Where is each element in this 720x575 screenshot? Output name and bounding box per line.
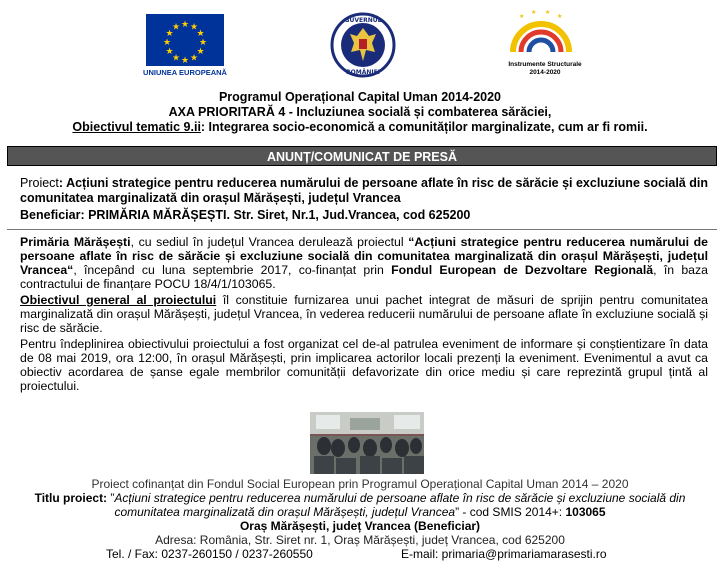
footer-smis: 103065 [565, 505, 606, 519]
footer-beneficiary: Oraș Mărășești, județ Vrancea (Beneficiar) [239, 519, 481, 533]
footer-cofinanced: Proiect cofinanțat din Fondul Social European prin Programul Operațional Capital Uman 2014 – 2020 [91, 477, 629, 491]
body-p1-text2: , începând cu luna septembrie 2017, co-finanțat prin [73, 263, 392, 277]
body-p2-bold: Obiectivul general al proiectului [20, 293, 217, 307]
body-paragraph-3: Pentru îndeplinirea obiectivului proiectului a fost organizat cel de-al patrulea eveniment de informare și conștientizare în data de 08 mai 2019, ora 12:00, în orașul Mărășești, prin implicarea actorilor locali prezenți la eveniment. Evenimentul a avut ca obiectiv acordarea de șanse egale membrilor comunității defavorizate din orice mediu și care reprezintă grupul țintă al proiectului. [20, 337, 708, 393]
footer-email[interactable]: E-mail: primaria@primariamarasesti.ro [401, 547, 607, 561]
program-objective-text: : Integrarea socio-economică a comunităților marginalizate, cum ar fi romii. [200, 120, 648, 134]
svg-text:★: ★ [196, 29, 205, 39]
program-header [10, 90, 710, 135]
press-body [20, 235, 708, 395]
svg-text:★: ★ [180, 20, 190, 30]
svg-text:★: ★ [189, 22, 199, 33]
svg-text:★: ★ [171, 22, 181, 33]
press-release-banner: ANUNȚ/COMUNICAT DE PRESĂ [7, 146, 717, 166]
footer-phone: Tel. / Fax: 0237-260150 / 0237-260550 [106, 547, 313, 561]
is-caption-line1: Instrumente Structurale [508, 61, 582, 68]
body-p1-bold2: “Acțiuni strategice pentru reducerea numărului de persoane aflate în risc de sărăcie și excluziune socială din comunitatea marginalizată din orașul Mărășești, județul Vrancea“ [20, 235, 708, 277]
project-title-text: : Acțiuni strategice pentru reducerea numărului de persoane aflate în risc de sărăcie și excluziune socială din comunitatea marginalizată din orașul Mărășești, județul Vrancea [20, 176, 708, 205]
svg-text:★: ★ [180, 56, 190, 66]
project-beneficiary: Beneficiar: PRIMĂRIA MĂRĂȘEȘTI. Str. Siret, Nr.1, Jud.Vrancea, cod 625200 [20, 208, 471, 222]
is-caption-line2: 2014-2020 [529, 69, 561, 76]
footer-title-quote-open: ” [107, 491, 115, 505]
footer [6, 477, 714, 561]
program-line3 [10, 120, 710, 135]
svg-text:★: ★ [165, 47, 174, 57]
eu-flag-icon [146, 14, 224, 66]
svg-text:★: ★ [519, 13, 525, 20]
body-p2-text: îl constituie furnizarea unui pachet integrat de măsuri de sprijin pentru comunitatea marginalizată din orașul Mărășești, județul Vrancea, în vederea reducerii numărului de persoane aflate în excluziune socială și risc de sărăcie. [20, 293, 708, 335]
body-p1-text3: , în baza contractului de finanțare POCU 18/4/1/103065. [20, 263, 708, 291]
footer-project-title [6, 491, 714, 519]
body-p1-bold3: Fondul European de Dezvoltare Regională [391, 263, 654, 277]
svg-text:★: ★ [165, 29, 174, 39]
svg-text:★: ★ [545, 9, 551, 16]
svg-text:★: ★ [171, 53, 181, 64]
footer-title-quote-close: ” - cod SMIS 2014+: [455, 505, 566, 519]
footer-address: Adresa: România, Str. Siret nr. 1, Oraș Mărășești, județ Vrancea, cod 625200 [155, 533, 565, 547]
project-title [20, 176, 708, 206]
program-objective-label: Obiectivul tematic 9.ii [72, 120, 201, 134]
logos-row [0, 8, 720, 84]
government-crest-icon [330, 12, 396, 78]
footer-title-label: Titlu proiect: [34, 491, 108, 505]
body-paragraph-1 [20, 235, 708, 291]
eu-caption: UNIUNEA EUROPEANĂ [143, 68, 227, 77]
svg-text:★: ★ [531, 9, 537, 16]
svg-text:★: ★ [557, 13, 563, 20]
divider [7, 229, 717, 230]
body-p1-bold1: Primăria Mărășești [20, 235, 131, 249]
body-p1-text1: , cu sediul în județul Vrancea derulează proiectul [130, 235, 409, 249]
project-block [20, 176, 708, 223]
body-paragraph-2 [20, 293, 708, 335]
program-line2: AXA PRIORITARĂ 4 - Incluziunea socială și combaterea sărăciei, [168, 105, 552, 119]
event-photo [310, 412, 424, 474]
crest-bottom-text: ROMÂNIEI [346, 69, 380, 76]
svg-text:★: ★ [189, 53, 199, 64]
svg-text:★: ★ [198, 38, 208, 48]
crest-top-text: GUVERNUL [344, 17, 382, 24]
project-label: Proiect [20, 176, 59, 190]
program-line1: Programul Operațional Capital Uman 2014-2020 [218, 90, 502, 104]
svg-text:★: ★ [196, 47, 205, 57]
svg-text:★: ★ [162, 38, 172, 48]
structural-instruments-logo-icon [505, 8, 577, 60]
footer-title-text: Acțiuni strategice pentru reducerea numărului de persoane aflate în risc de sărăcie și excluziune socială din comunitatea marginalizată din orașul Mărășești, județul Vrancea [114, 491, 686, 519]
footer-contacts [6, 547, 714, 561]
structural-instruments-caption [490, 61, 600, 77]
